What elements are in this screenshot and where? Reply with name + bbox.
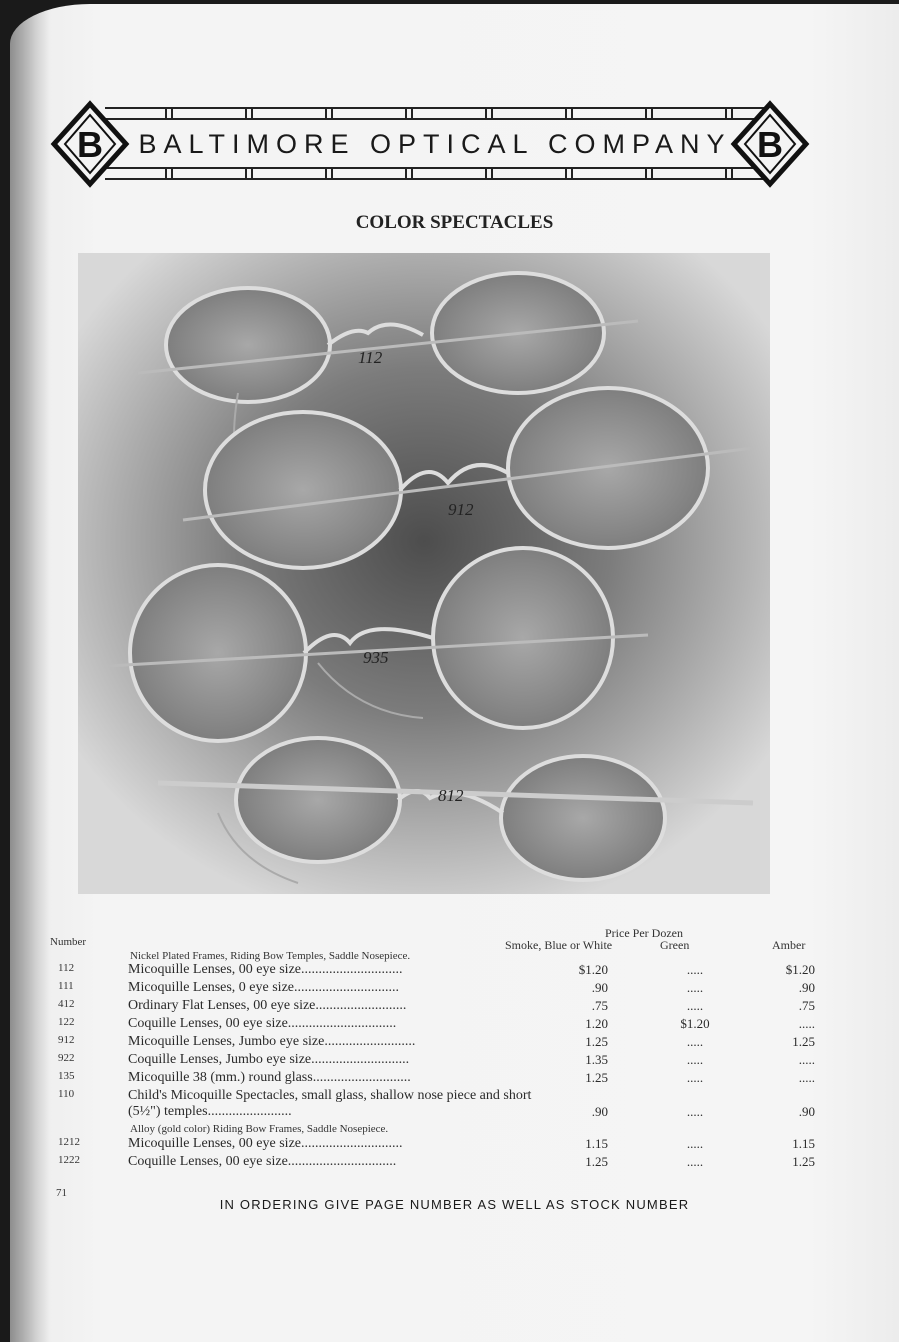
catalog-page xyxy=(10,4,899,1342)
table-row xyxy=(50,1136,830,1154)
table-row xyxy=(50,1016,830,1034)
price-green: ..... xyxy=(686,962,704,977)
price-amber: 1.15 xyxy=(792,1136,815,1151)
price-amber: ..... xyxy=(798,1070,815,1085)
logo-right-letter: B xyxy=(757,124,783,165)
table-row xyxy=(50,998,830,1016)
price-header: Price Per Dozen xyxy=(605,926,683,940)
amber-column-header: Amber xyxy=(772,938,806,952)
price-amber: $1.20 xyxy=(785,962,815,977)
item-description: Coquille Lenses, 00 eye size............................... xyxy=(128,1016,397,1031)
frame-label-812: 812 xyxy=(438,786,464,805)
price-amber: ..... xyxy=(798,1016,815,1031)
price-amber: .90 xyxy=(798,1104,815,1119)
price-smoke: .90 xyxy=(591,1104,608,1119)
stock-number: 1212 xyxy=(58,1136,80,1148)
section-alloy: Alloy (gold color) Riding Bow Frames, Saddle Nosepiece. xyxy=(130,1123,389,1135)
item-description: Micoquille 38 (mm.) round glass............................ xyxy=(128,1070,411,1085)
company-name: BALTIMORE OPTICAL COMPANY xyxy=(138,129,732,159)
table-row xyxy=(50,1052,830,1070)
green-column-header: Green xyxy=(660,938,690,952)
price-green: ..... xyxy=(686,1154,704,1169)
item-description: Ordinary Flat Lenses, 00 eye size.......................... xyxy=(128,998,407,1013)
item-description: Coquille Lenses, Jumbo eye size............................ xyxy=(128,1052,410,1067)
stock-number: 110 xyxy=(58,1088,75,1100)
frame-label-935: 935 xyxy=(363,648,389,667)
price-amber: 1.25 xyxy=(792,1034,815,1049)
price-smoke: $1.20 xyxy=(578,962,608,977)
page-gutter-shadow xyxy=(10,4,50,1342)
item-description: Micoquille Lenses, 00 eye size............................. xyxy=(128,1136,403,1151)
price-green: ..... xyxy=(686,1136,704,1151)
stock-number: 112 xyxy=(58,962,75,974)
spectacles-photo xyxy=(78,253,770,894)
price-amber: ..... xyxy=(798,1052,815,1067)
price-green: ..... xyxy=(686,1070,704,1085)
company-banner xyxy=(50,99,810,199)
item-description: Coquille Lenses, 00 eye size............................... xyxy=(128,1154,397,1169)
table-row xyxy=(50,1034,830,1052)
logo-left-letter: B xyxy=(77,124,103,165)
smoke-column-header: Smoke, Blue or White xyxy=(505,938,613,952)
frame-label-112: 112 xyxy=(358,348,383,367)
stock-number: 922 xyxy=(58,1052,75,1064)
price-green: ..... xyxy=(686,980,704,995)
price-smoke: 1.25 xyxy=(585,1070,608,1085)
price-smoke: 1.25 xyxy=(585,1034,608,1049)
table-row xyxy=(50,1088,830,1124)
table-row xyxy=(50,1070,830,1088)
price-amber: .75 xyxy=(798,998,815,1013)
page-title: COLOR SPECTACLES xyxy=(355,212,554,233)
number-header: Number xyxy=(50,936,87,948)
stock-number: 122 xyxy=(58,1016,75,1028)
banner-rail-bottom xyxy=(105,167,765,180)
price-green: $1.20 xyxy=(680,1016,710,1031)
ordering-note: IN ORDERING GIVE PAGE NUMBER AS WELL AS STOCK NUMBER xyxy=(219,1197,690,1212)
price-smoke: 1.15 xyxy=(585,1136,608,1151)
price-smoke: .75 xyxy=(591,998,608,1013)
price-amber: 1.25 xyxy=(792,1154,815,1169)
section-nickel: Nickel Plated Frames, Riding Bow Temples, Saddle Nosepiece. xyxy=(130,950,411,962)
item-description: Micoquille Lenses, 0 eye size.............................. xyxy=(128,980,400,995)
table-row xyxy=(50,1154,830,1172)
item-description: Micoquille Lenses, Jumbo eye size.......................... xyxy=(128,1034,416,1049)
price-green: ..... xyxy=(686,1034,704,1049)
price-green: ..... xyxy=(686,998,704,1013)
price-smoke: .90 xyxy=(591,980,608,995)
logo-right-icon xyxy=(730,99,810,189)
frame-label-912: 912 xyxy=(448,500,474,519)
table-row xyxy=(50,962,830,980)
price-green: ..... xyxy=(686,1052,704,1067)
stock-number: 1222 xyxy=(58,1154,80,1166)
price-smoke: 1.35 xyxy=(585,1052,608,1067)
page-number: 71 xyxy=(56,1187,67,1199)
price-smoke: 1.20 xyxy=(585,1016,608,1031)
stock-number: 135 xyxy=(58,1070,75,1082)
price-green: ..... xyxy=(686,1104,704,1119)
stock-number: 111 xyxy=(58,980,74,992)
stock-number: 912 xyxy=(58,1034,75,1046)
stock-number: 412 xyxy=(58,998,75,1010)
table-row xyxy=(50,980,830,998)
price-amber: .90 xyxy=(798,980,815,995)
item-description: Micoquille Lenses, 00 eye size............................. xyxy=(128,962,403,977)
banner-rail-top xyxy=(105,107,765,120)
item-description: Child's Micoquille Spectacles, small glass, shallow nose piece and short (5½") temples........................ xyxy=(128,1088,532,1119)
price-smoke: 1.25 xyxy=(585,1154,608,1169)
